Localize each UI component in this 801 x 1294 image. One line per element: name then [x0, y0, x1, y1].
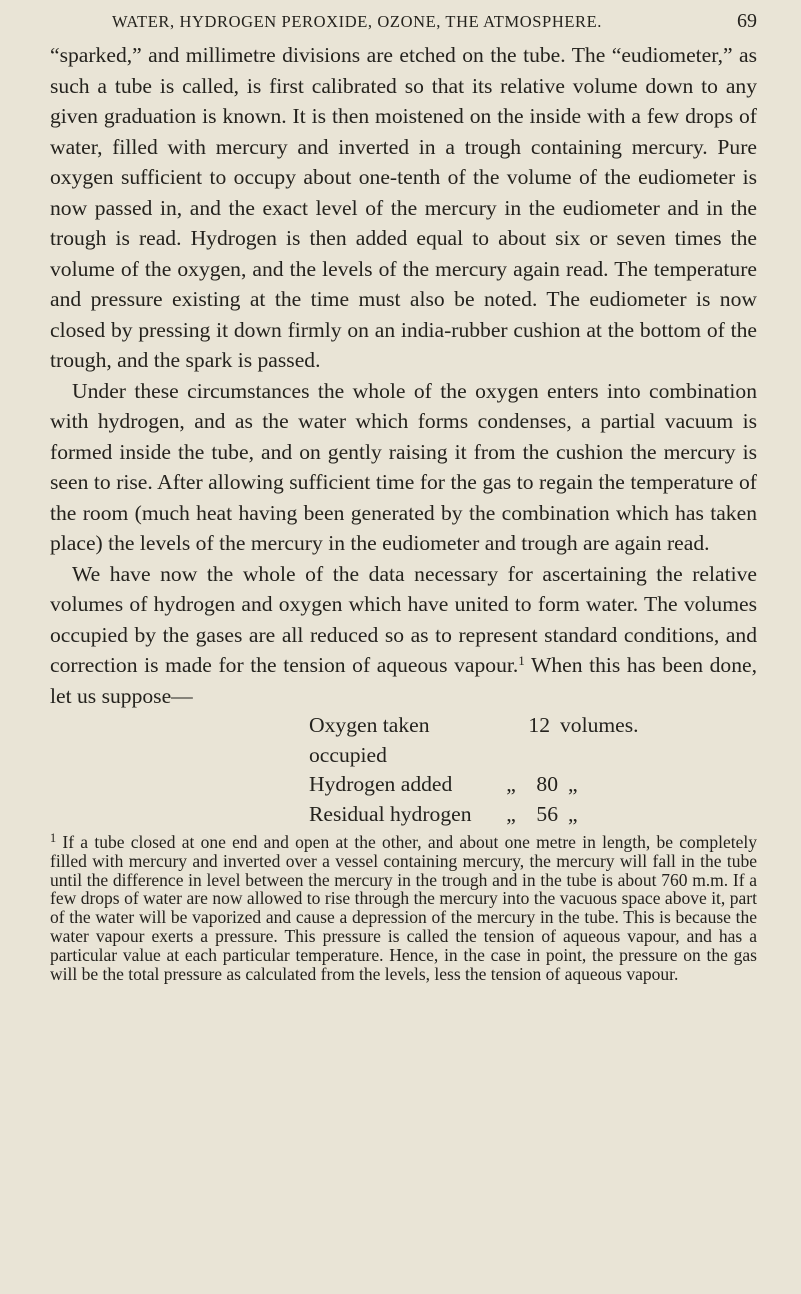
row-unit: „ [568, 801, 578, 826]
row-unit: „ [568, 772, 578, 796]
row-value: 80 [536, 772, 558, 796]
paragraph-2: Under these circumstances the whole of the oxygen enters into combination with hydrogen, and as the water which forms condenses, a partial vacuum is formed inside the tube, and on gently raising it from the cushion the mercury is seen to rise. After allowing sufficient time for the gas to regain the temperature of the room (much heat having been generated by the combination which has taken place) the levels of the mercury in the eudiometer and trough are again read. [50, 378, 757, 555]
row-value: 12 [528, 713, 550, 737]
row-ditto: „ [506, 801, 516, 826]
footnote-reference: 1 [518, 652, 525, 668]
body-text [50, 40, 757, 711]
running-head-title: WATER, HYDROGEN PEROXIDE, OZONE, THE ATMOSPHERE. [112, 12, 603, 31]
paragraph-3 [50, 559, 757, 712]
row-label: Hydrogen added [309, 772, 453, 796]
table-row [309, 711, 757, 770]
row-label: Residual hydrogen [309, 801, 472, 826]
row-unit: volumes. [560, 713, 639, 737]
footnote [50, 830, 757, 984]
footnote-text: If a tube closed at one end and open at the other, and about one metre in length, be completely filled with mercury and inverted over a vessel containing mercury, the mercury will fall in the tube until the difference in level between the mercury in the trough and in the tube is about 760 m.m. If a few drops of water are now allowed to rise through the mercury into the vacuous space above it, part of the water will be vaporized and cause a depression of the mercury in the tube. This is because the water vapour exerts a pressure. This pressure is called the tension of aqueous vapour, and has a particular value at each particular temperature. Hence, in the case in point, the pressure on the gas will be the total pressure as calculated from the levels, less the tension of aqueous vapour. [50, 832, 757, 984]
table-row [309, 770, 757, 800]
table-row [309, 800, 757, 830]
paragraph-3-continuation: When this has been done, let us suppose— [50, 653, 757, 708]
paragraph-3-text: We have now the whole of the data necessary for ascertaining the relative volumes of hydrogen and oxygen which have united to form water. The volumes occupied by the gases are all reduced so as to represent standard conditions, and correction is made for the tension of aqueous vapour. [50, 561, 757, 677]
volume-table [309, 711, 757, 829]
paragraph-1: “sparked,” and millimetre divisions are etched on the tube. The “eudiometer,” as such a tube is called, is first calibrated so that its relative volume down to any given graduation is known. It is then moistened on the inside with a few drops of water, filled with mercury and inverted in a trough containing mercury. Pure oxygen sufficient to occupy about one-tenth of the volume of the eudiometer is now passed in, and the exact level of the mercury in the eudiometer and in the trough is read. Hydrogen is then added equal to about six or seven times the volume of the oxygen, and the levels of the mercury again read. The temperature and pressure existing at the time must also be noted. The eudiometer is now closed by pressing it down firmly on an india-rubber cushion at the bottom of the trough, and the spark is passed. [50, 43, 757, 372]
footnote-number: 1 [50, 830, 57, 845]
page-number: 69 [737, 10, 757, 32]
row-ditto: „ [506, 772, 516, 796]
running-head [112, 10, 757, 40]
row-label: Oxygen taken occupied [309, 713, 430, 767]
row-value: 56 [536, 801, 558, 826]
